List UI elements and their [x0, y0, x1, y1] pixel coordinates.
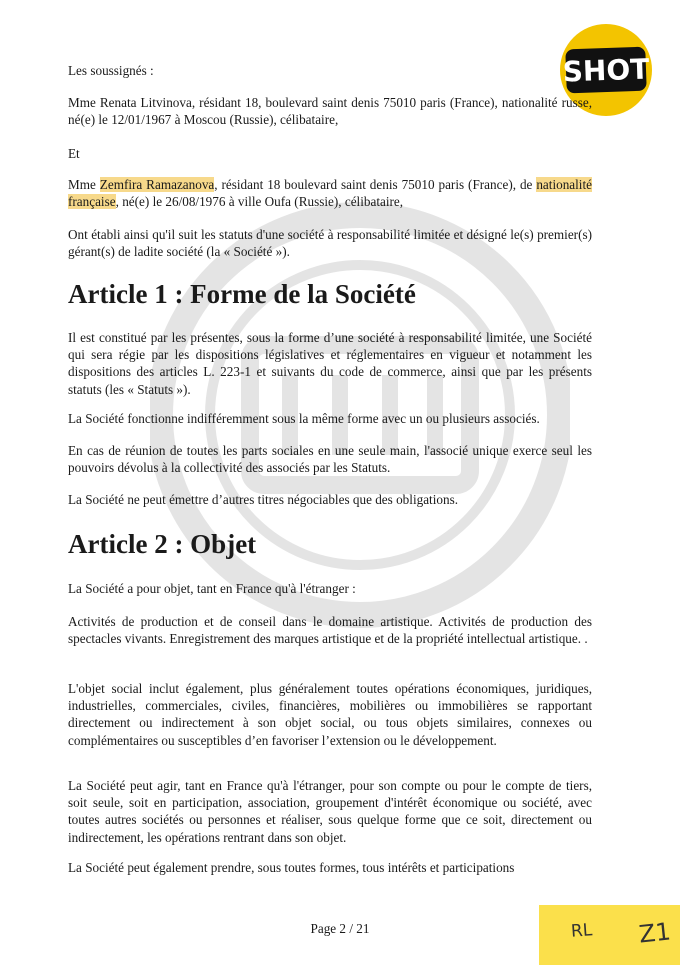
- article2-paragraph-4: La Société peut agir, tant en France qu'à l'étranger, pour son compte ou pour le compte de tiers, soit seule, soit en participation, association, groupement d'intérêt économique ou société, avec toutes autres sociétés ou personnes et réaliser, sous quelque forme que ce soit, directement ou indirectement, les opérations rentrant dans son objet.: [68, 778, 592, 845]
- article1-paragraph-2: La Société fonctionne indifféremment sous la même forme avec un ou plusieurs associés.: [68, 411, 540, 426]
- party2-prefix: Mme: [68, 177, 100, 192]
- article2-paragraph-3: L'objet social inclut également, plus généralement toutes opérations économiques, juridiques, industrielles, commerciales, civiles, financières, mobilières ou immobilières se rapportant directement ou indirectement à son objet social, ou tous objets similaires, connexes ou complémentaires ou susceptibles d’en favoriser l’extension ou le développement.: [68, 681, 592, 748]
- article1-heading: Article 1 : Forme de la Société: [68, 279, 416, 309]
- article1-paragraph-1: Il est constitué par les présentes, sous la forme d’une société à responsabilité limitée, une Société qui sera régie par les dispositions législatives et réglementaires en vigueur et notamment les dispositions des articles L. 223-1 et suivants du code de commerce, ainsi que par les présents statuts (les « Statuts »).: [68, 330, 592, 397]
- sticky-note: [539, 905, 680, 965]
- article2-paragraph-2: Activités de production et de conseil dans le domaine artistique. Activités de production des spectacles vivants. Enregistrement des marques artistique et de la propriété intellectual artistique. .: [68, 614, 592, 647]
- initials-first: RL: [570, 920, 593, 942]
- article2-heading: Article 2 : Objet: [68, 529, 257, 559]
- shot-logo-text: SHOT: [565, 47, 646, 94]
- party2-paragraph: [68, 176, 592, 210]
- article2-paragraph-1: La Société a pour objet, tant en France qu'à l'étranger :: [68, 581, 356, 596]
- article1-paragraph-4: La Société ne peut émettre d’autres titres négociables que des obligations.: [68, 492, 458, 507]
- highlighted-nationality: nationalité française: [68, 177, 592, 210]
- et-line: Et: [68, 146, 80, 161]
- soussignes-line: Les soussignés :: [68, 63, 154, 78]
- article2-paragraph-5: La Société peut également prendre, sous toutes formes, tous intérêts et participations: [68, 860, 515, 875]
- article1-paragraph-3: En cas de réunion de toutes les parts sociales en une seule main, l'associé unique exerce seul les pouvoirs dévolus à la collectivité des associés par les Statuts.: [68, 443, 592, 476]
- page-number: Page 2 / 21: [310, 921, 370, 936]
- initials-second: Z1: [637, 917, 673, 949]
- party2-birth: , né(e) le 26/08/1976 à ville Oufa (Russie), célibataire,: [115, 194, 404, 210]
- party1-paragraph: Mme Renata Litvinova, résidant 18, boulevard saint denis 75010 paris (France), nationalité russe, né(e) le 12/01/1967 à Moscou (Russie), célibataire,: [68, 95, 592, 128]
- party2-address: , résidant 18 boulevard saint denis 75010 paris (France), de: [214, 177, 537, 192]
- etabli-paragraph: Ont établi ainsi qu'il suit les statuts d'une société à responsabilité limitée et désigné le(s) premier(s) gérant(s) de ladite société (la « Société »).: [68, 227, 592, 260]
- highlighted-name: Zemfira Ramazanova: [99, 177, 215, 192]
